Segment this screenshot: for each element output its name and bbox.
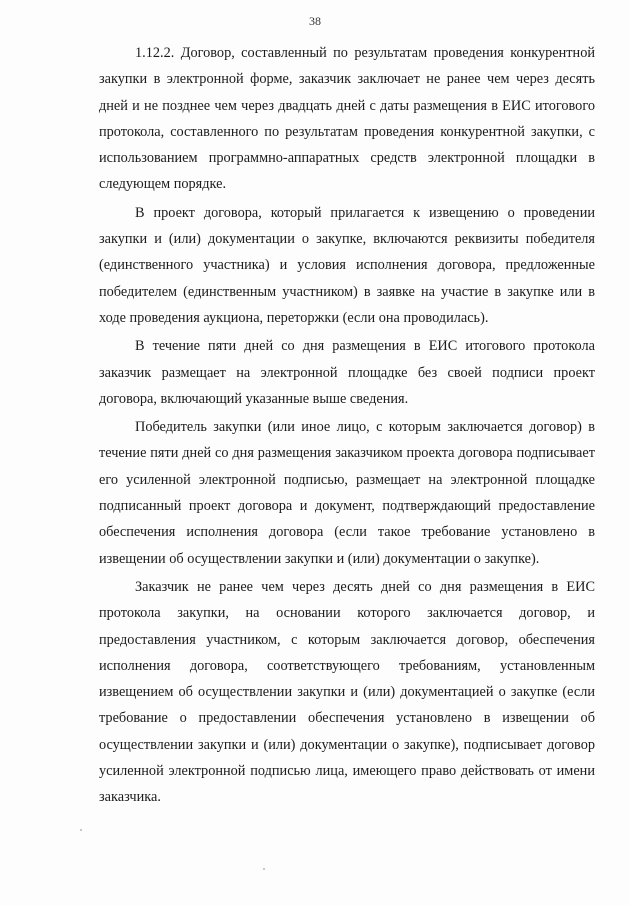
paragraph-1: 1.12.2. Договор, составленный по результатам проведения конкурентной закупки в электронной форме, заказчик заключает не ранее чем через десять дней и не позднее чем через двадцать дней с даты размещения в ЕИС итогового протокола, составленного по результатам проведения конкурентной закупки, с использованием программно-аппаратных средств электронной площадки в следующем порядке. [99,45,595,193]
paragraph-3: В течение пяти дней со дня размещения в ЕИС итогового протокола заказчик размещает на электронной площадке без своей подписи проект договора, включающий указанные выше сведения. [99,338,595,407]
paragraph-5: Заказчик не ранее чем через десять дней со дня размещения в ЕИС протокола закупки, на основании которого заключается договор, и предоставления участником, с которым заключается договор, обеспечения исполнения договора, соответствующего требованиям, установленным извещением об осуществлении закупки и (или) документацией о закупке (если требование о предоставлении обеспечения установлено в извещении об осуществлении закупки и (или) документации о закупке), подписывает договор усиленной электронной подписью лица, имеющего право действовать от имени заказчика. [99,578,595,806]
scan-speck [80,829,82,831]
body-text [99,40,595,813]
scan-speck [263,868,265,870]
paragraph-4: Победитель закупки (или иное лицо, с которым заключается договор) в течение пяти дней со дня размещения заказчиком проекта договора подписывает его усиленной электронной подписью, размещает на электронной площадке подписанный проект договора и документ, подтверждающий предоставление обеспечения исполнения договора (если такое требование установлено в извещении об осуществлении закупки и (или) документации о закупке). [99,419,595,567]
page-number: 38 [309,14,321,28]
paragraph-2: В проект договора, который прилагается к извещению о проведении закупки и (или) документации о закупке, включаются реквизиты победителя (единственного участника) и условия исполнения договора, предложенные победителем (единственным участником) в заявке на участие в закупке или в ходе проведения аукциона, переторжки (если она проводилась). [99,204,595,326]
